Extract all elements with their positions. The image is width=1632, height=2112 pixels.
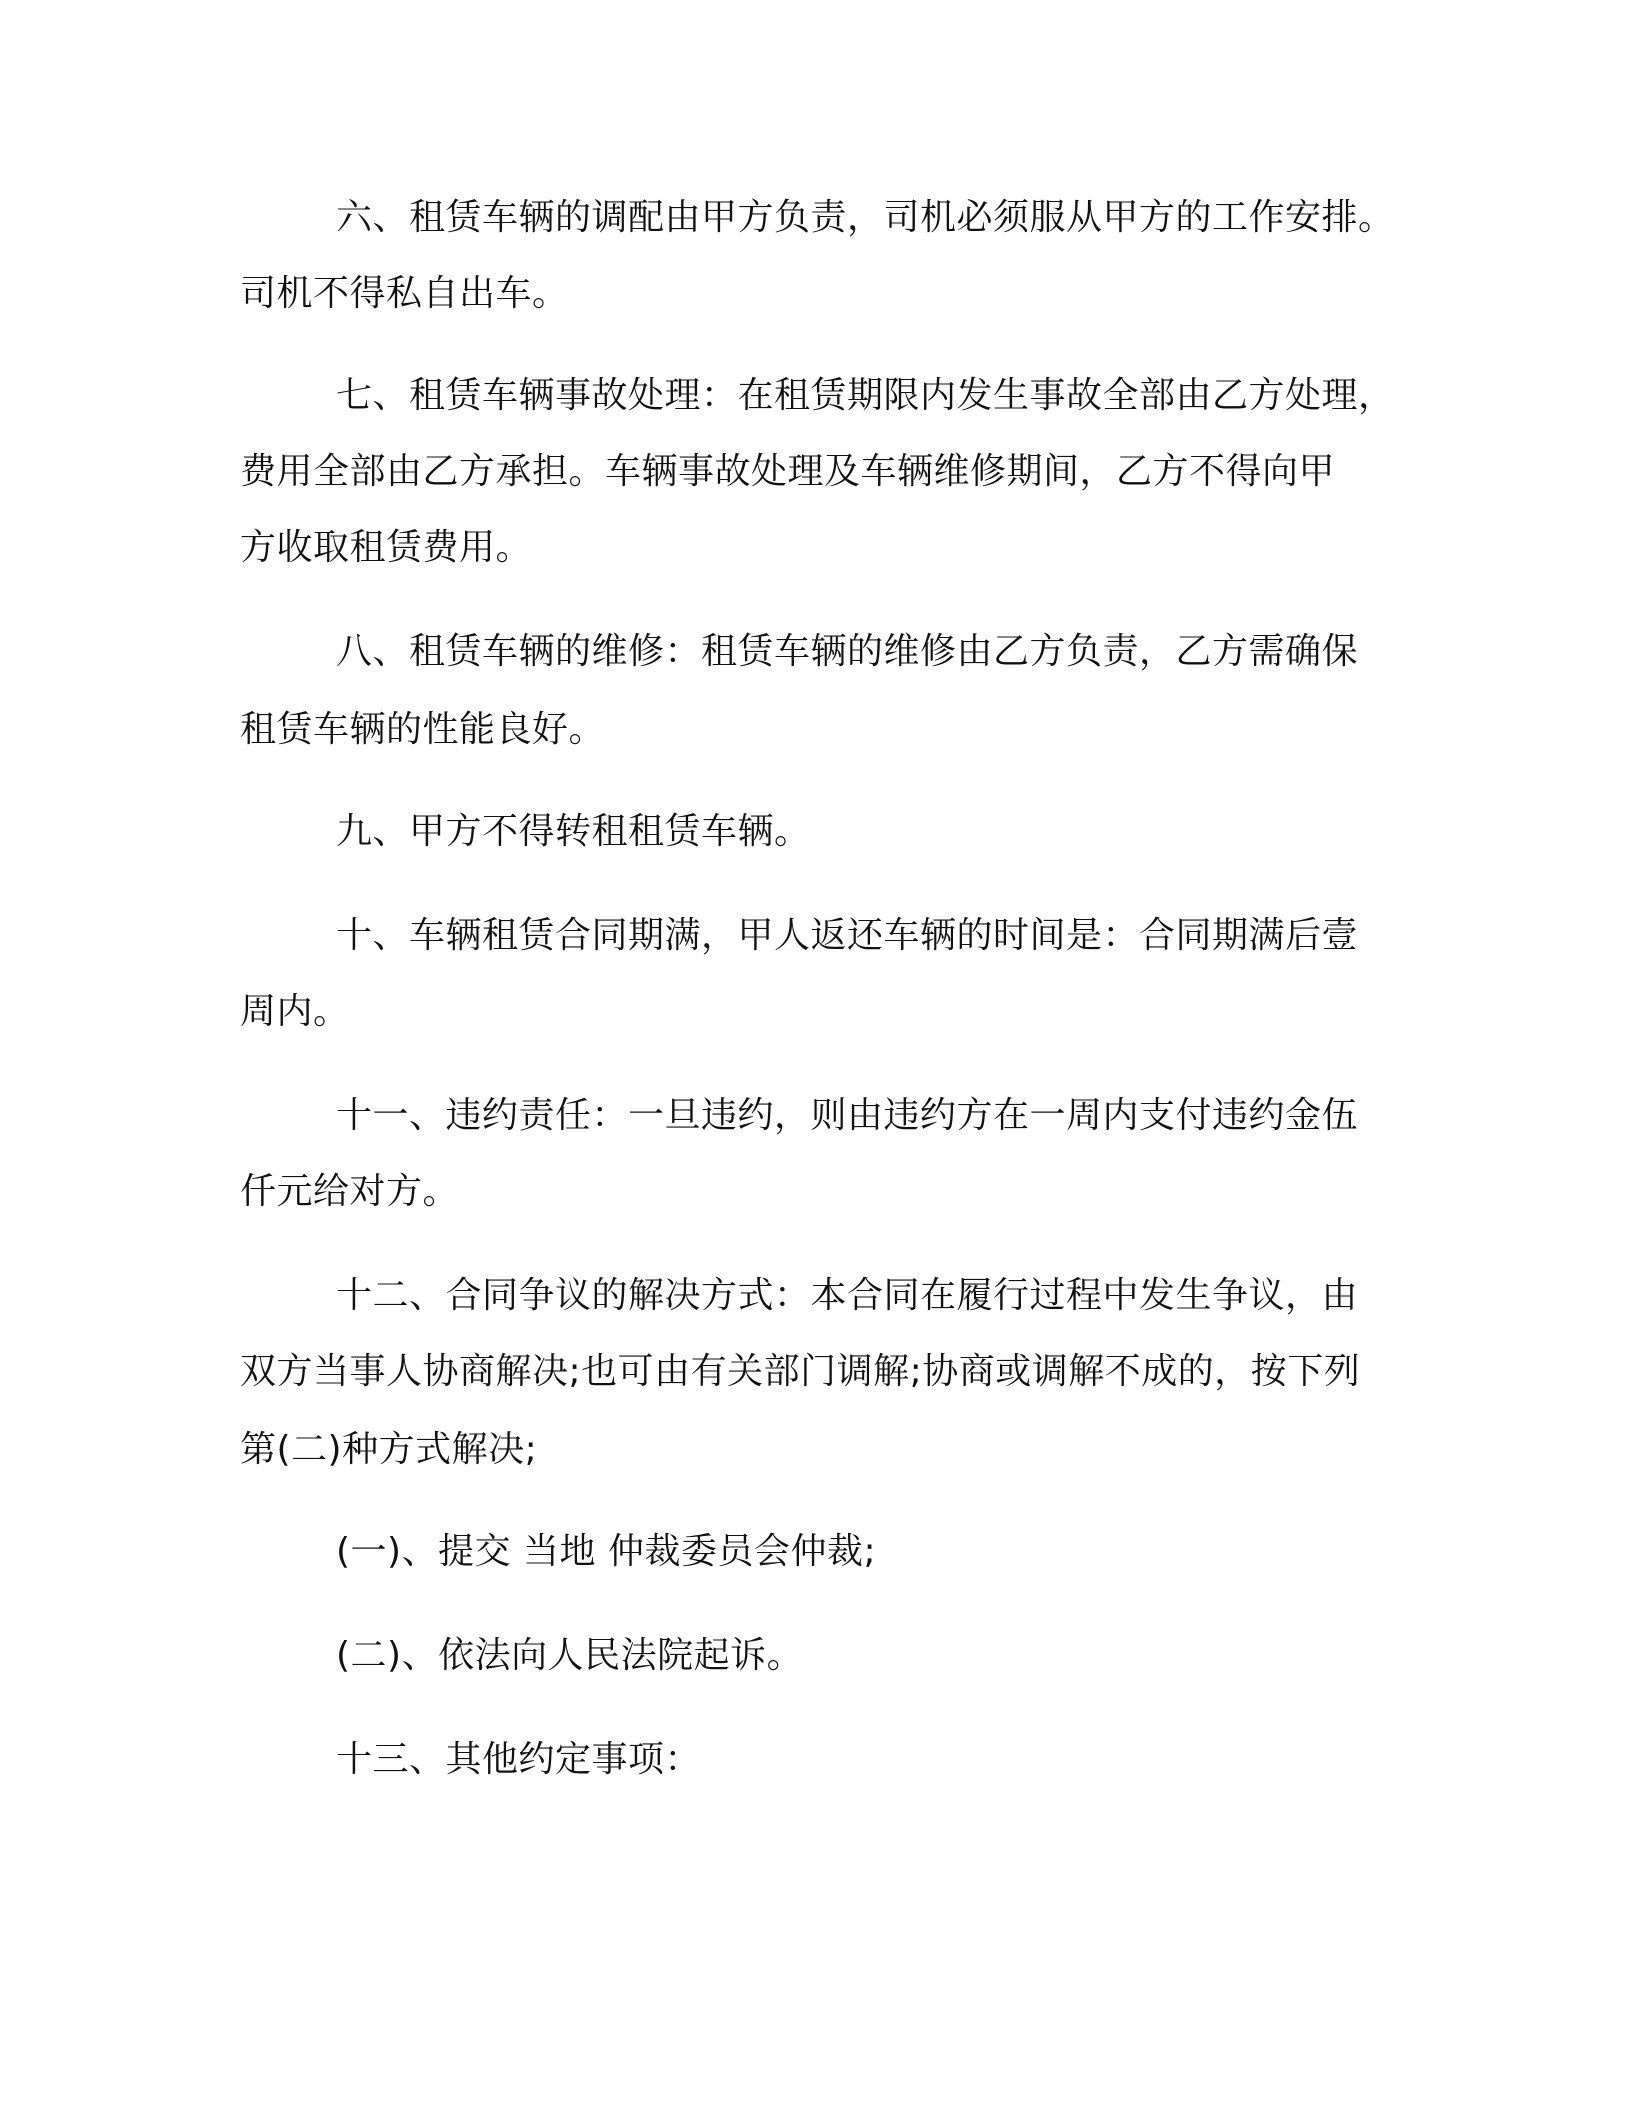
clause-11-line-1: 十一、违约责任：一旦违约，则由违约方在一周内支付违约金伍 xyxy=(336,1095,1359,1136)
clause-13-line-1: 十三、其他约定事项： xyxy=(336,1739,702,1780)
clause-12-option-1: (一)、提交 当地 仲裁委员会仲裁; xyxy=(336,1531,877,1572)
clause-12-option-2: (二)、依法向人民法院起诉。 xyxy=(336,1635,804,1676)
clause-6-line-2: 司机不得私自出车。 xyxy=(240,273,569,314)
clause-9-line-1: 九、甲方不得转租租赁车辆。 xyxy=(336,811,811,852)
clause-8-line-2: 租赁车辆的性能良好。 xyxy=(240,709,606,750)
clause-12-line-3: 第(二)种方式解决; xyxy=(240,1429,538,1470)
clause-7-line-2: 费用全部由乙方承担。车辆事故处理及车辆维修期间，乙方不得向甲 xyxy=(240,451,1336,492)
clause-10-line-1: 十、车辆租赁合同期满，甲人返还车辆的时间是：合同期满后壹 xyxy=(336,915,1359,956)
clause-8-line-1: 八、租赁车辆的维修：租赁车辆的维修由乙方负责，乙方需确保 xyxy=(336,631,1359,672)
clause-7-line-1: 七、租赁车辆事故处理：在租赁期限内发生事故全部由乙方处理， xyxy=(336,375,1395,416)
clause-12-line-2: 双方当事人协商解决;也可由有关部门调解;协商或调解不成的，按下列 xyxy=(240,1351,1361,1392)
clause-11-line-2: 仟元给对方。 xyxy=(240,1171,460,1212)
clause-6-line-1: 六、租赁车辆的调配由甲方负责，司机必须服从甲方的工作安排。 xyxy=(336,197,1395,238)
clause-12-line-1: 十二、合同争议的解决方式：本合同在履行过程中发生争议，由 xyxy=(336,1275,1359,1316)
clause-7-line-3: 方收取租赁费用。 xyxy=(240,527,533,568)
clause-10-line-2: 周内。 xyxy=(240,991,350,1032)
